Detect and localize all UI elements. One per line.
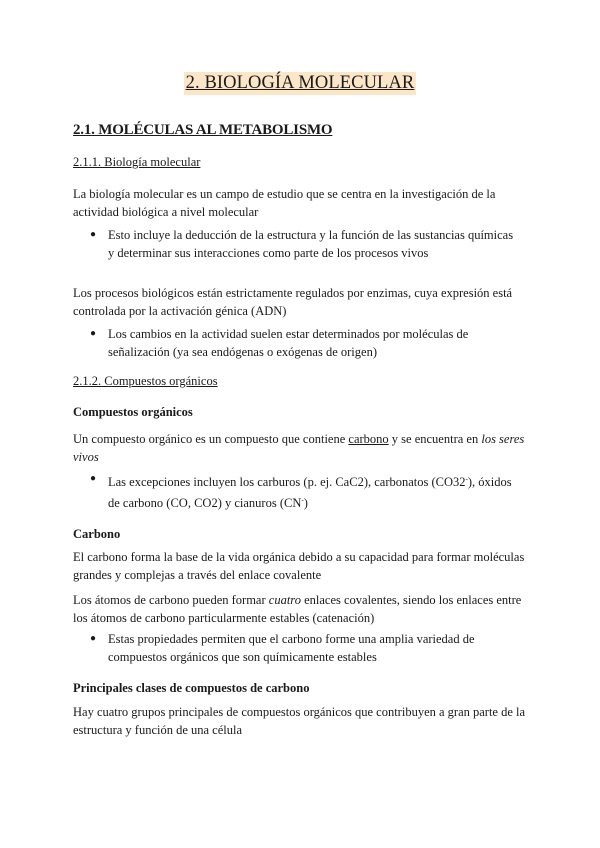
bullet-icon: ● (90, 229, 97, 240)
bullet-icon: ● (90, 633, 97, 644)
bullet-text (108, 470, 518, 512)
title-wrap (0, 72, 600, 95)
text-segment: Un compuesto orgánico es un compuesto que contiene (73, 432, 349, 446)
paragraph-1: La biología molecular es un campo de estudio que se centra en la investigación de la actividad biológica a nivel molecular (73, 187, 496, 219)
page-title: 2. BIOLOGÍA MOLECULAR (185, 73, 415, 93)
text-segment: Los átomos de carbono pueden formar (73, 593, 269, 607)
bullet-text: Los cambios en la actividad suelen estar determinados por moléculas de señalización (ya sea endógenas o exógenas de origen) (108, 327, 469, 359)
paragraph-4: El carbono forma la base de la vida orgánica debido a su capacidad para formar moléculas grandes y complejas a través del enlace covalente (73, 550, 525, 582)
bullet-icon: ● (90, 473, 97, 484)
text-segment: enlaces covalentes, siendo los enlaces entre los átomos de carbono particularmente estables (catenación) (73, 593, 522, 625)
bullet-text: Estas propiedades permiten que el carbono forme una amplia variedad de compuestos orgánicos que son químicamente estables (108, 632, 475, 664)
superscript: - (301, 496, 304, 505)
paragraph-5 (73, 591, 528, 627)
heading-organic-compounds: Compuestos orgánicos (73, 405, 193, 419)
paragraph-6: Hay cuatro grupos principales de compuestos orgánicos que contribuyen a gran parte de la estructura y función de una célula (73, 705, 526, 737)
superscript: - (465, 475, 468, 483)
text-segment: ) (303, 496, 308, 511)
heading-carbon: Carbono (73, 527, 121, 541)
subsection-heading-2: 2.1.2. Compuestos orgánicos (73, 374, 218, 388)
paragraph-2: Los procesos biológicos están estrictamente regulados por enzimas, cuya expresión está controlada por la activación génica (ADN) (73, 286, 513, 318)
section-heading: 2.1. MOLÉCULAS AL METABOLISMO (73, 122, 333, 138)
emphasis-text: cuatro (268, 593, 301, 607)
bullet-text: Esto incluye la deducción de la estructura y la función de las sustancias químicas y determinar sus interacciones como parte de los procesos vivos (108, 228, 514, 260)
text-segment: Las excepciones incluyen los carburos (p. ej. CaC2), carbonatos (CO32 (108, 475, 466, 490)
heading-carbon-classes: Principales clases de compuestos de carbono (73, 681, 310, 695)
carbono-term: carbono (348, 432, 389, 446)
paragraph-3 (73, 430, 528, 466)
text-segment: ), óxidos de carbono (CO, CO2) y cianuros (CN (108, 475, 512, 511)
bullet-icon: ● (90, 328, 97, 339)
subsection-heading-1: 2.1.1. Biología molecular (73, 155, 201, 169)
text-segment: y se encuentra en (388, 432, 482, 446)
emphasis-text: los seres vivos (73, 432, 525, 464)
